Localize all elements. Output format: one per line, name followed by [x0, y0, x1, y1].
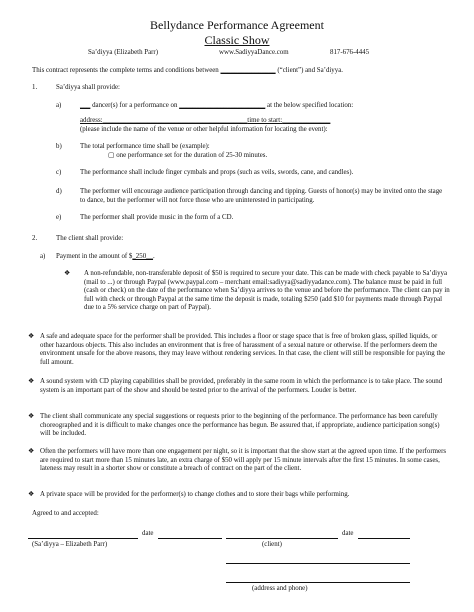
contact-name: Sa’diyya (Elizabeth Parr)	[88, 49, 159, 56]
bullet-marker: ❖	[28, 491, 35, 498]
section1-number: 1.	[32, 84, 38, 91]
item-1a-label: dancer(s) for a performance on	[92, 102, 178, 109]
performer-date-line[interactable]	[158, 538, 222, 539]
item-1a-label-2: at the below specified location:	[267, 102, 354, 109]
client-address-line-1[interactable]	[226, 563, 410, 564]
start-time-paragraph: Often the performers will have more than one engagement per night, so it is important that the show start at the agreed upon time. If the performers are required to start more than 15 minutes late, an extra charge of $50 will apply per 15 minute intervals after the first 15 minutes. In some cases, lateness may result in a shorter show or constitute a breach of contract on the part of the client.	[40, 448, 447, 473]
address-caption: (address and phone)	[252, 585, 308, 592]
intro-before: This contract represents the complete terms and conditions between	[32, 67, 219, 74]
deposit-paragraph: A non-refundable, non-transferable deposit of $50 is required to secure your date. This can be made with check payable to Sa’diyya (mail to ...) or through Paypal (www.paypal.com – merchant email:sadiyya@sadiyyadance.com). The balance must be paid in full (cash or check) on the date of the performance when Sa’diyya arrives to the venue and before the performance. The client can pay in full with check or through Paypal at the same time the deposit is made, totaling $250 (add $10 for payments made through Paypal due to a 5% service charge on part of Paypal).	[84, 270, 450, 312]
item-1a-letter: a)	[56, 102, 62, 109]
item-1e-text: The performer shall provide music in the form of a CD.	[80, 214, 234, 221]
intro-client-blank: ________________	[220, 67, 276, 74]
safe-space-paragraph: A safe and adequate space for the performer shall be provided. This includes a floor or stage space that is free of broken glass, spilled liquids, or other hazardous objects. This also includes an environment that is free of harassment of a sexual nature or otherwise. If the performers deem the environment unsafe for the above reasons, they may leave without rendering services. In that case, the client will still be responsible for paying the full amount.	[40, 333, 445, 366]
performer-signature-line[interactable]	[28, 538, 138, 539]
bullet-marker: ❖	[28, 333, 35, 340]
intro-text	[32, 67, 343, 76]
bullet-marker: ❖	[28, 413, 35, 420]
item-1a-text	[80, 102, 353, 111]
bullet-marker: ❖	[28, 448, 35, 455]
dancer-count-blank: ___	[80, 102, 91, 109]
performance-set-checkbox[interactable]: ▢ one performance set for the duration of 25-30 minutes.	[108, 152, 268, 159]
payment-label: Payment in the amount of $	[56, 253, 133, 260]
performer-caption: (Sa’diyya – Elizabeth Parr)	[32, 541, 108, 548]
agreed-text: Agreed to and accepted:	[32, 510, 99, 517]
contact-website: www.SadiyyaDance.com	[219, 49, 289, 56]
payment-amount: _250__	[132, 253, 154, 260]
address-note: (please include the name of the venue or other helpful information for locating the event):	[80, 126, 328, 133]
payment-period: .	[153, 253, 155, 260]
item-1d-letter: d)	[56, 188, 62, 195]
item-1c-letter: c)	[56, 169, 62, 176]
item-1e-letter: e)	[56, 214, 62, 221]
bullet-marker: ❖	[64, 270, 71, 277]
private-space-paragraph: A private space will be provided for the performer(s) to change clothes and to store their bags while performing.	[40, 491, 350, 498]
item-2a-text	[56, 253, 155, 262]
item-1b-letter: b)	[56, 143, 62, 150]
address-label: address:	[80, 117, 103, 124]
address-line	[80, 117, 330, 126]
performer-date-label: date	[142, 530, 154, 537]
time-label: time to start:	[247, 117, 283, 124]
client-caption: (client)	[262, 541, 282, 548]
address-blank: __________________________________________	[102, 117, 248, 124]
requests-paragraph: The client shall communicate any special suggestions or requests prior to the beginning of the performance. The performance has been carefully choreographed and it is difficult to make changes once the performance has begun. Be assured that, if appropriate, audience participation song(s) will be included.	[40, 413, 440, 438]
time-blank: ______________	[282, 117, 331, 124]
section1-heading: Sa’diyya shall provide:	[56, 84, 120, 91]
item-2a-letter: a)	[40, 253, 46, 260]
bullet-marker: ❖	[28, 378, 35, 385]
document-subtitle: Classic Show	[204, 33, 270, 47]
client-date-line[interactable]	[358, 538, 410, 539]
section2-heading: The client shall provide:	[56, 235, 124, 242]
performance-date-blank: _________________________	[179, 102, 266, 109]
intro-after: (“client”) and Sa’diyya.	[277, 67, 343, 74]
item-1d-text: The performer will encourage audience participation through dancing and tipping. Guests of honor(s) may be invited onto the stage to dance, but the performer will not force those who are uninterested in participating.	[80, 188, 443, 204]
item-1c-text: The performance shall include finger cymbals and props (such as veils, swords, cane, and candles).	[80, 169, 354, 176]
client-signature-line[interactable]	[226, 538, 338, 539]
sound-system-paragraph: A sound system with CD playing capabilities shall be provided, preferably in the same room in which the performance is to take place. The sound system is an important part of the show and should be tested prior to the arrival of the performers. Louder is better.	[40, 378, 443, 394]
item-1b-text: The total performance time shall be (example):	[80, 143, 210, 150]
client-date-label: date	[342, 530, 354, 537]
client-address-line-2[interactable]	[226, 582, 410, 583]
contact-phone: 817-676-4445	[330, 49, 370, 56]
section2-number: 2.	[32, 235, 38, 242]
document-title: Bellydance Performance Agreement	[150, 18, 324, 32]
